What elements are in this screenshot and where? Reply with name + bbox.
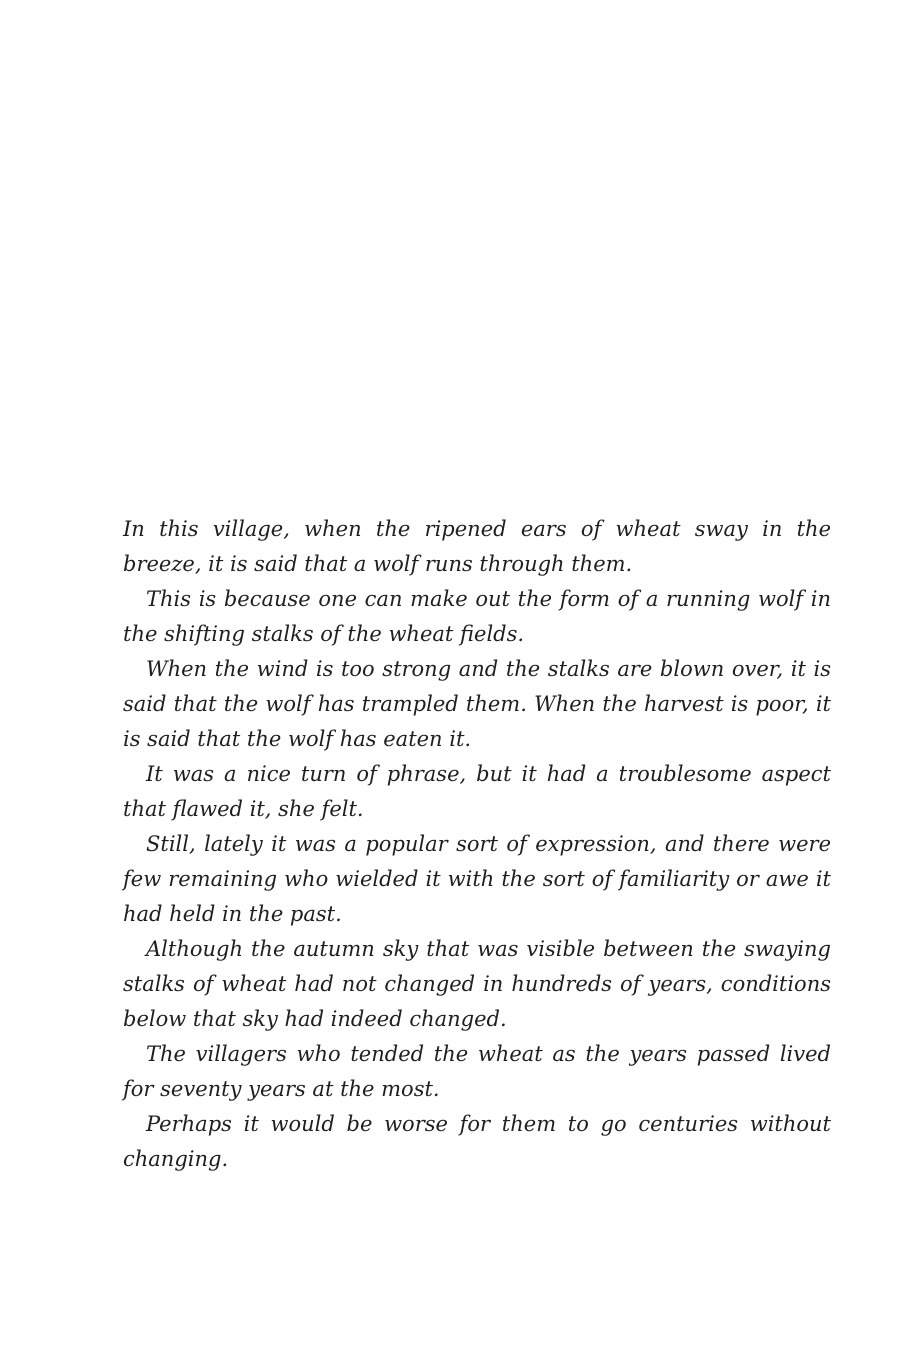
paragraph: Although the autumn sky that was visible between the swaying stalks of wheat had not changed in hundreds of years, conditions below that sky had indeed changed. xyxy=(123,937,831,1031)
paragraph: When the wind is too strong and the stalks are blown over, it is said that the wolf has trampled them. When the harvest is poor, it is said that the wolf has eaten it. xyxy=(123,657,831,751)
paragraph: Perhaps it would be worse for them to go centuries without changing. xyxy=(123,1112,831,1171)
paragraph: Still, lately it was a popular sort of expression, and there were few remaining who wielded it with the sort of familiarity or awe it had held in the past. xyxy=(123,832,831,926)
paragraph: The villagers who tended the wheat as the years passed lived for seventy years at the most. xyxy=(123,1042,831,1101)
paragraph: It was a nice turn of phrase, but it had a troublesome aspect that flawed it, she felt. xyxy=(123,762,831,821)
paragraph: This is because one can make out the form of a running wolf in the shifting stalks of the wheat fields. xyxy=(123,587,831,646)
body-text xyxy=(123,512,831,1177)
paragraph: In this village, when the ripened ears of wheat sway in the breeze, it is said that a wolf runs through them. xyxy=(123,517,831,576)
